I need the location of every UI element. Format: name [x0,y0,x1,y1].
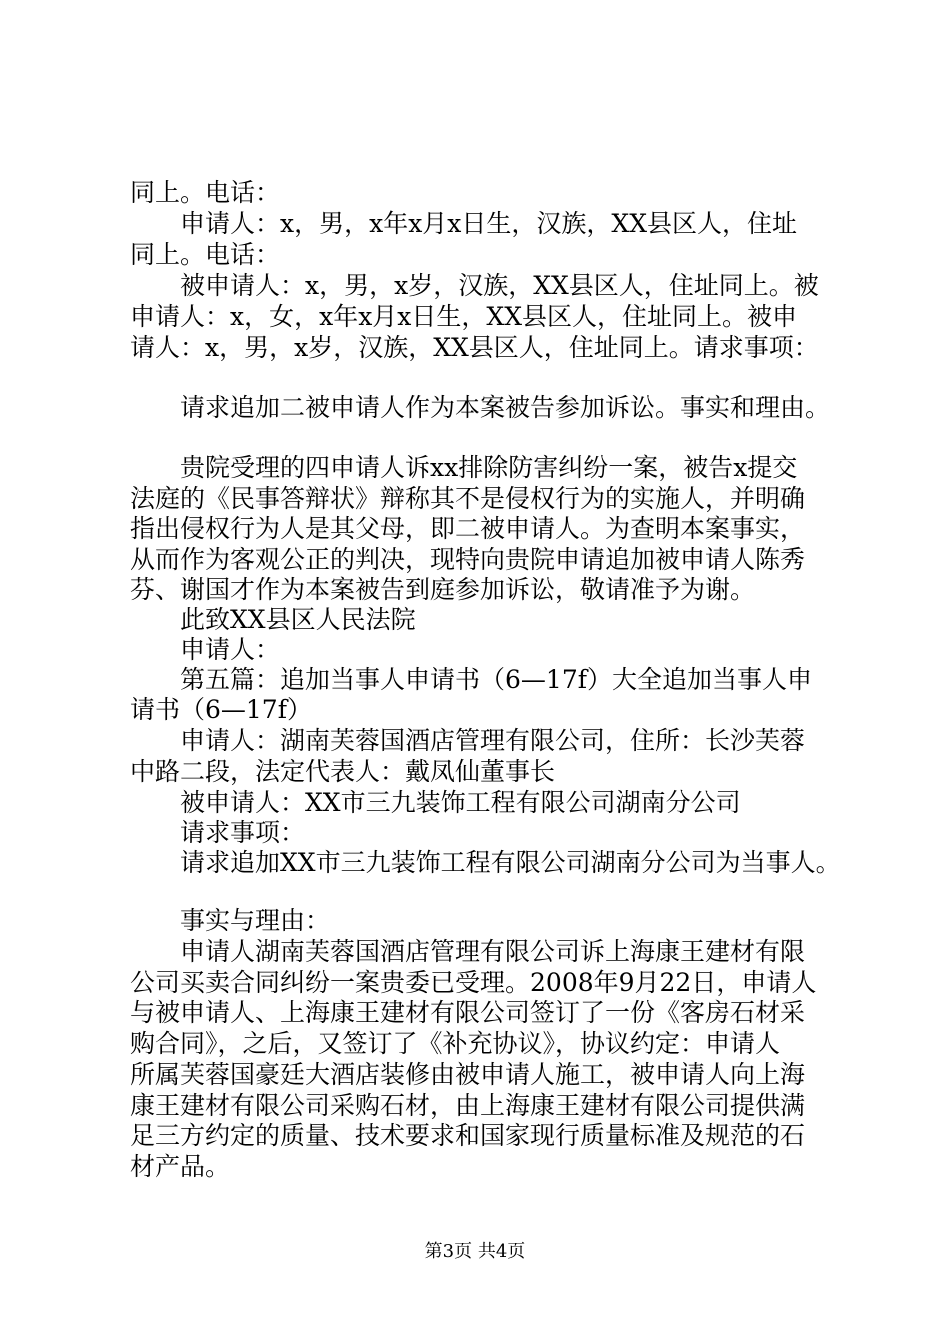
text-line: 申请人： [130,635,281,664]
text-line: 申请人：湖南芙蓉国酒店管理有限公司，住所：长沙芙蓉 [130,726,806,755]
text-line: 法庭的《民事答辩状》辩称其不是侵权行为的实施人，并明确 [130,484,806,513]
text-line: 芬、谢国才作为本案被告到庭参加诉讼，敬请准予为谢。 [130,575,756,604]
text-line: 材产品。 [130,1152,231,1181]
text-line: 申请人：x，女，x年x月x日生，XX县区人，住址同上。被申 [130,302,797,331]
page-footer: 第3页 共4页 [424,1241,526,1262]
text-line: 中路二段，法定代表人：戴凤仙董事长 [130,757,556,786]
text-line: 足三方约定的质量、技术要求和国家现行质量标准及规范的石 [130,1121,806,1150]
text-line: 被申请人：x，男，x岁，汉族，XX县区人，住址同上。被 [130,271,819,300]
text-line: 被申请人：XX市三九装饰工程有限公司湖南分公司 [130,788,741,817]
text-line: 所属芙蓉国豪廷大酒店装修由被申请人施工，被申请人向上海 [130,1060,806,1089]
text-line: 购合同》，之后，又签订了《补充协议》，协议约定：申请人 [130,1029,781,1058]
text-line: 请求事项： [130,818,306,847]
text-line: 请人：x，男，x岁，汉族，XX县区人，住址同上。请求事项： [130,333,819,362]
text-line: 从而作为客观公正的判决，现特向贵院申请追加被申请人陈秀 [130,545,806,574]
text-line: 申请人湖南芙蓉国酒店管理有限公司诉上海康王建材有限 [130,937,806,966]
text-line: 同上。电话： [130,240,281,269]
text-line: 申请人：x，男，x年x月x日生，汉族，XX县区人，住址 [130,209,797,238]
text-line: 同上。电话： [130,178,281,207]
text-line: 请求追加二被申请人作为本案被告参加诉讼。事实和理由。 [130,393,831,422]
text-line: 与被申请人、上海康王建材有限公司签订了一份《客房石材采 [130,998,806,1027]
text-line: 指出侵权行为人是其父母，即二被申请人。为查明本案事实， [130,514,806,543]
text-line: 事实与理由： [130,906,331,935]
text-line: 康王建材有限公司采购石材，由上海康王建材有限公司提供满 [130,1091,806,1120]
text-line: 贵院受理的四申请人诉xx排除防害纠纷一案，被告x提交 [130,453,798,482]
text-line: 公司买卖合同纠纷一案贵委已受理。2008年9月22日，申请人 [130,968,817,997]
text-line: 此致XX县区人民法院 [130,605,416,634]
text-line: 请求追加XX市三九装饰工程有限公司湖南分公司为当事人。 [130,848,841,877]
text-line: 请书（6—17f） [130,695,312,724]
text-line: 第五篇：追加当事人申请书（6—17f）大全追加当事人申 [130,665,812,694]
